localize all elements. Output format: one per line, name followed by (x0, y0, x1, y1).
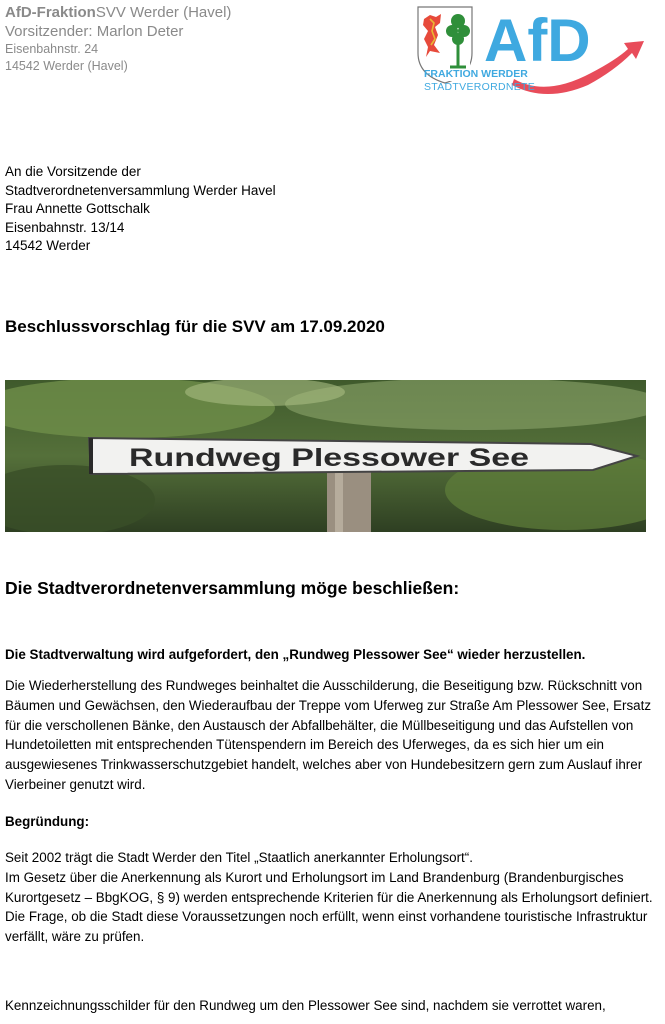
recipient-line: Eisenbahnstr. 13/14 (5, 219, 125, 235)
reason-line: Im Gesetz über die Anerkennung als Kurort und Erholungsort im Land Brandenburg (Brandenburgisches Kurortgesetz – BbgKOG, § 9) werden entsprechende Kriterien für die Anerkennung als Erholungsort definiert. (5, 869, 653, 905)
reason-heading: Begründung: (5, 814, 90, 829)
sender-chair: Vorsitzender: Marlon Deter (5, 23, 184, 40)
document-heading: Beschlussvorschlag für die SVV am 17.09.2020 (5, 317, 385, 336)
org-name: SVV Werder (Havel) (95, 4, 232, 21)
description-paragraph: Die Wiederherstellung des Rundweges beinhaltet die Ausschilderung, die Beseitigung bzw. Rückschnitt von Bäumen und Gewächsen, den Wiederaufbau der Treppe vom Uferweg zur Straße Am Plessower See, Ersatz für die verschollenen Bänke, den Austausch der Abfallbehälter, die Müllbeseitigung und das Aufstellen von Hundetoiletten mit entsprechenden Tütenspendern im Bereich des Uferweges, da es sich hier um ein ausgewiesenes Trinkwasserschutzgebiet handelt, welches aber von Hundebesitzern gern zum Auslauf ihrer Vierbeiner genutzt wird. (5, 678, 652, 792)
resolution-heading: Die Stadtverordnetenversammlung möge beschließen: (5, 578, 460, 598)
recipient-line: 14542 Werder (5, 238, 91, 253)
recipient-line: Frau Annette Gottschalk (5, 201, 150, 216)
afd-fraktion-logo (416, 5, 648, 100)
trailing-paragraph: Kennzeichnungsschilder für den Rundweg um den Plessower See sind, nachdem sie verrottet waren, (5, 998, 606, 1013)
sender-city: 14542 Werder (Havel) (5, 59, 128, 73)
recipient-address (5, 163, 276, 256)
sender-title (5, 3, 231, 22)
sign-photo (5, 380, 646, 532)
reason-paragraph (5, 848, 657, 947)
sender-block (5, 3, 231, 75)
sign-text: Rundweg Plessower See (129, 444, 530, 472)
logo-line1: FRAKTION WERDER (424, 68, 528, 80)
logo-line2: STADTVERORDNETE (424, 81, 536, 93)
sender-street: Eisenbahnstr. 24 (5, 42, 99, 56)
demand-paragraph: Die Stadtverwaltung wird aufgefordert, den „Rundweg Plessower See“ wieder herzustellen. (5, 647, 586, 662)
recipient-line: Stadtverordnetenversammlung Werder Havel (5, 182, 276, 198)
party-name: AfD-Fraktion (5, 4, 96, 21)
reason-line: Die Frage, ob die Stadt diese Voraussetzungen noch erfüllt, wenn einst vorhandene touristische Infrastruktur verfällt, wäre zu prüfen. (5, 909, 648, 945)
reason-line: Seit 2002 trägt die Stadt Werder den Titel „Staatlich anerkannter Erholungsort“. (5, 850, 473, 865)
logo-wordmark: AfD (484, 7, 591, 74)
recipient-line: An die Vorsitzende der (5, 164, 141, 179)
